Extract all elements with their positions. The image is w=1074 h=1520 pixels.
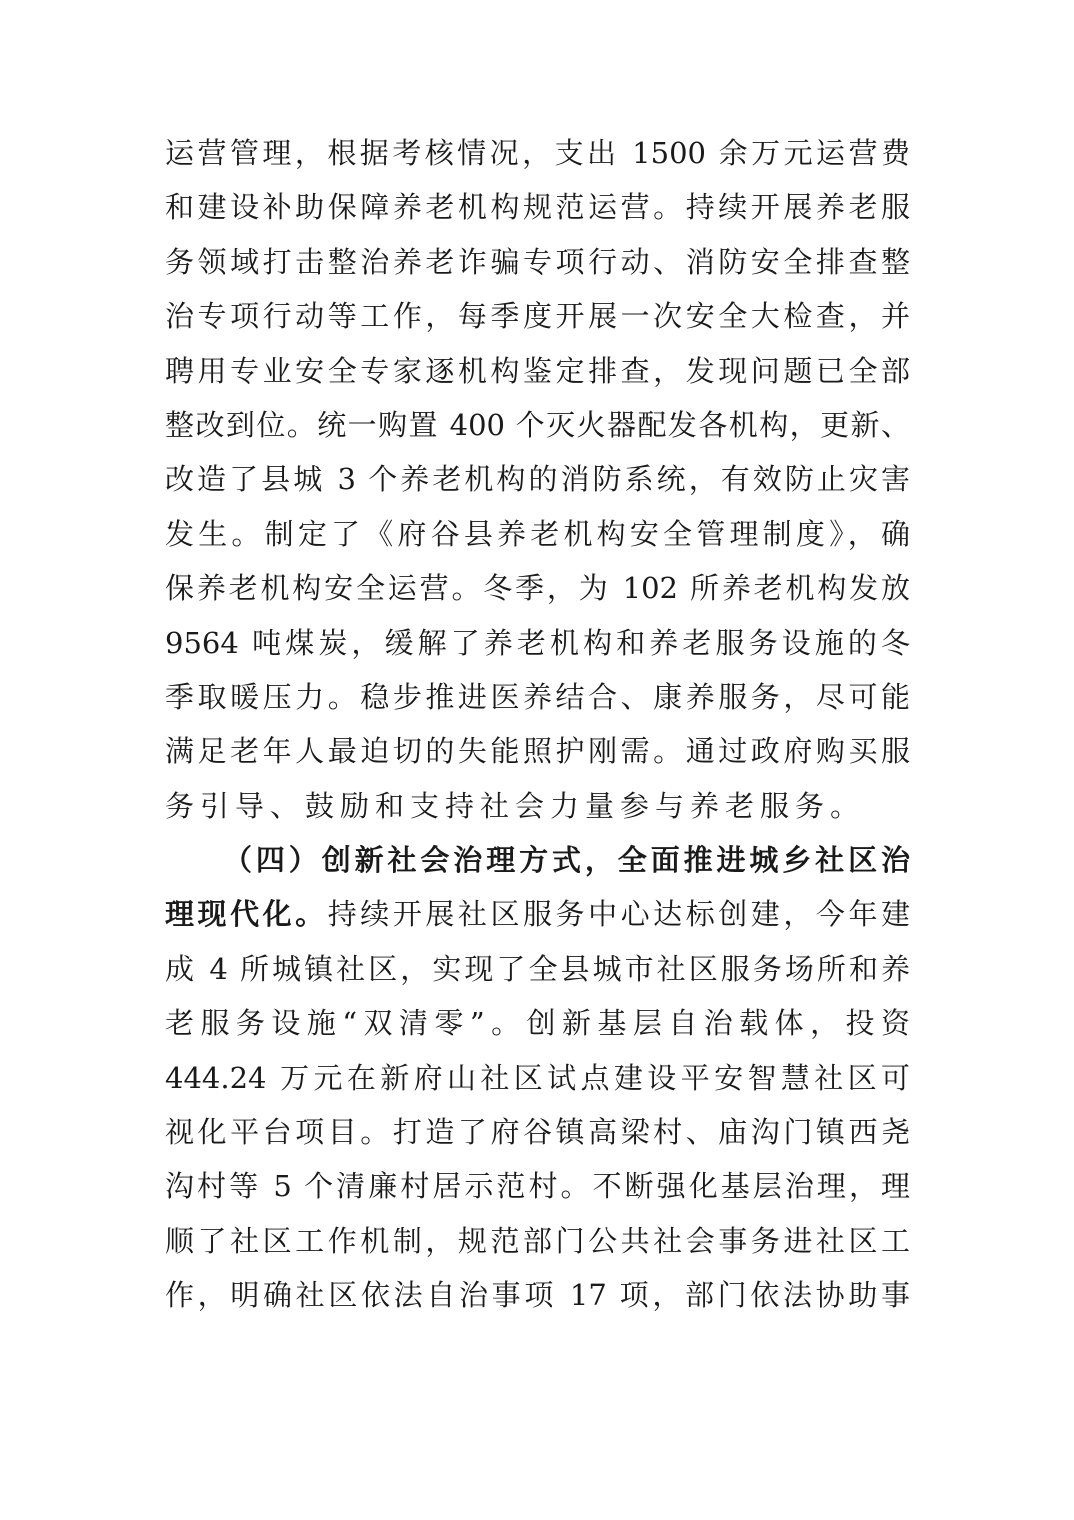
text-line: 沟村等 5 个清廉村居示范村。不断强化基层治理，理 xyxy=(165,1169,910,1204)
section-heading-end: 理现代化。 xyxy=(165,897,328,932)
text-line: 务领域打击整治养老诈骗专项行动、消防安全排查整 xyxy=(165,244,910,279)
paragraph-elderly-care-operations xyxy=(165,126,910,833)
text-line: 视化平台项目。打造了府谷镇高梁村、庙沟门镇西尧 xyxy=(165,1115,910,1150)
text-line: 运营管理，根据考核情况，支出 1500 余万元运营费 xyxy=(165,136,910,170)
text-line: 治专项行动等工作，每季度开展一次安全大检查，并 xyxy=(165,299,910,334)
text-line: 老服务设施“双清零”。创新基层自治载体，投资 xyxy=(165,1006,910,1041)
text-line: 和建设补助保障养老机构规范运营。持续开展养老服 xyxy=(165,190,910,225)
text-line: 务引导、鼓励和支持社会力量参与养老服务。 xyxy=(165,788,866,823)
text-line: 聘用专业安全专家逐机构鉴定排查，发现问题已全部 xyxy=(165,353,910,388)
text-line: 保养老机构安全运营。冬季，为 102 所养老机构发放 xyxy=(165,571,910,606)
text-line: 满足老年人最迫切的失能照护刚需。通过政府购买服 xyxy=(165,734,910,769)
text-line: 444.24 万元在新府山社区试点建设平安智慧社区可 xyxy=(165,1060,910,1095)
text-line: 成 4 所城镇社区，实现了全县城市社区服务场所和养 xyxy=(165,951,910,986)
text-line-rest: 持续开展社区服务中心达标创建，今年建 xyxy=(327,897,910,932)
text-line: 顺了社区工作机制，规范部门公共社会事务进社区工 xyxy=(165,1223,910,1258)
text-line: 季取暖压力。稳步推进医养结合、康养服务，尽可能 xyxy=(165,679,910,714)
text-line: 作，明确社区依法自治事项 17 项，部门依法协助事 xyxy=(165,1278,910,1313)
text-line: 发生。制定了《府谷县养老机构安全管理制度》，确 xyxy=(165,516,910,551)
text-line: 改造了县城 3 个养老机构的消防系统，有效防止灾害 xyxy=(165,462,910,497)
body-text xyxy=(165,126,910,1323)
text-line: 9564 吨煤炭，缓解了养老机构和养老服务设施的冬 xyxy=(165,625,910,660)
paragraph-community-governance xyxy=(165,833,910,1323)
text-line: 整改到位。统一购置 400 个灭火器配发各机构，更新、 xyxy=(165,407,910,442)
text-line xyxy=(165,887,910,941)
section-heading: （四）创新社会治理方式，全面推进城乡社区治 xyxy=(223,843,910,878)
